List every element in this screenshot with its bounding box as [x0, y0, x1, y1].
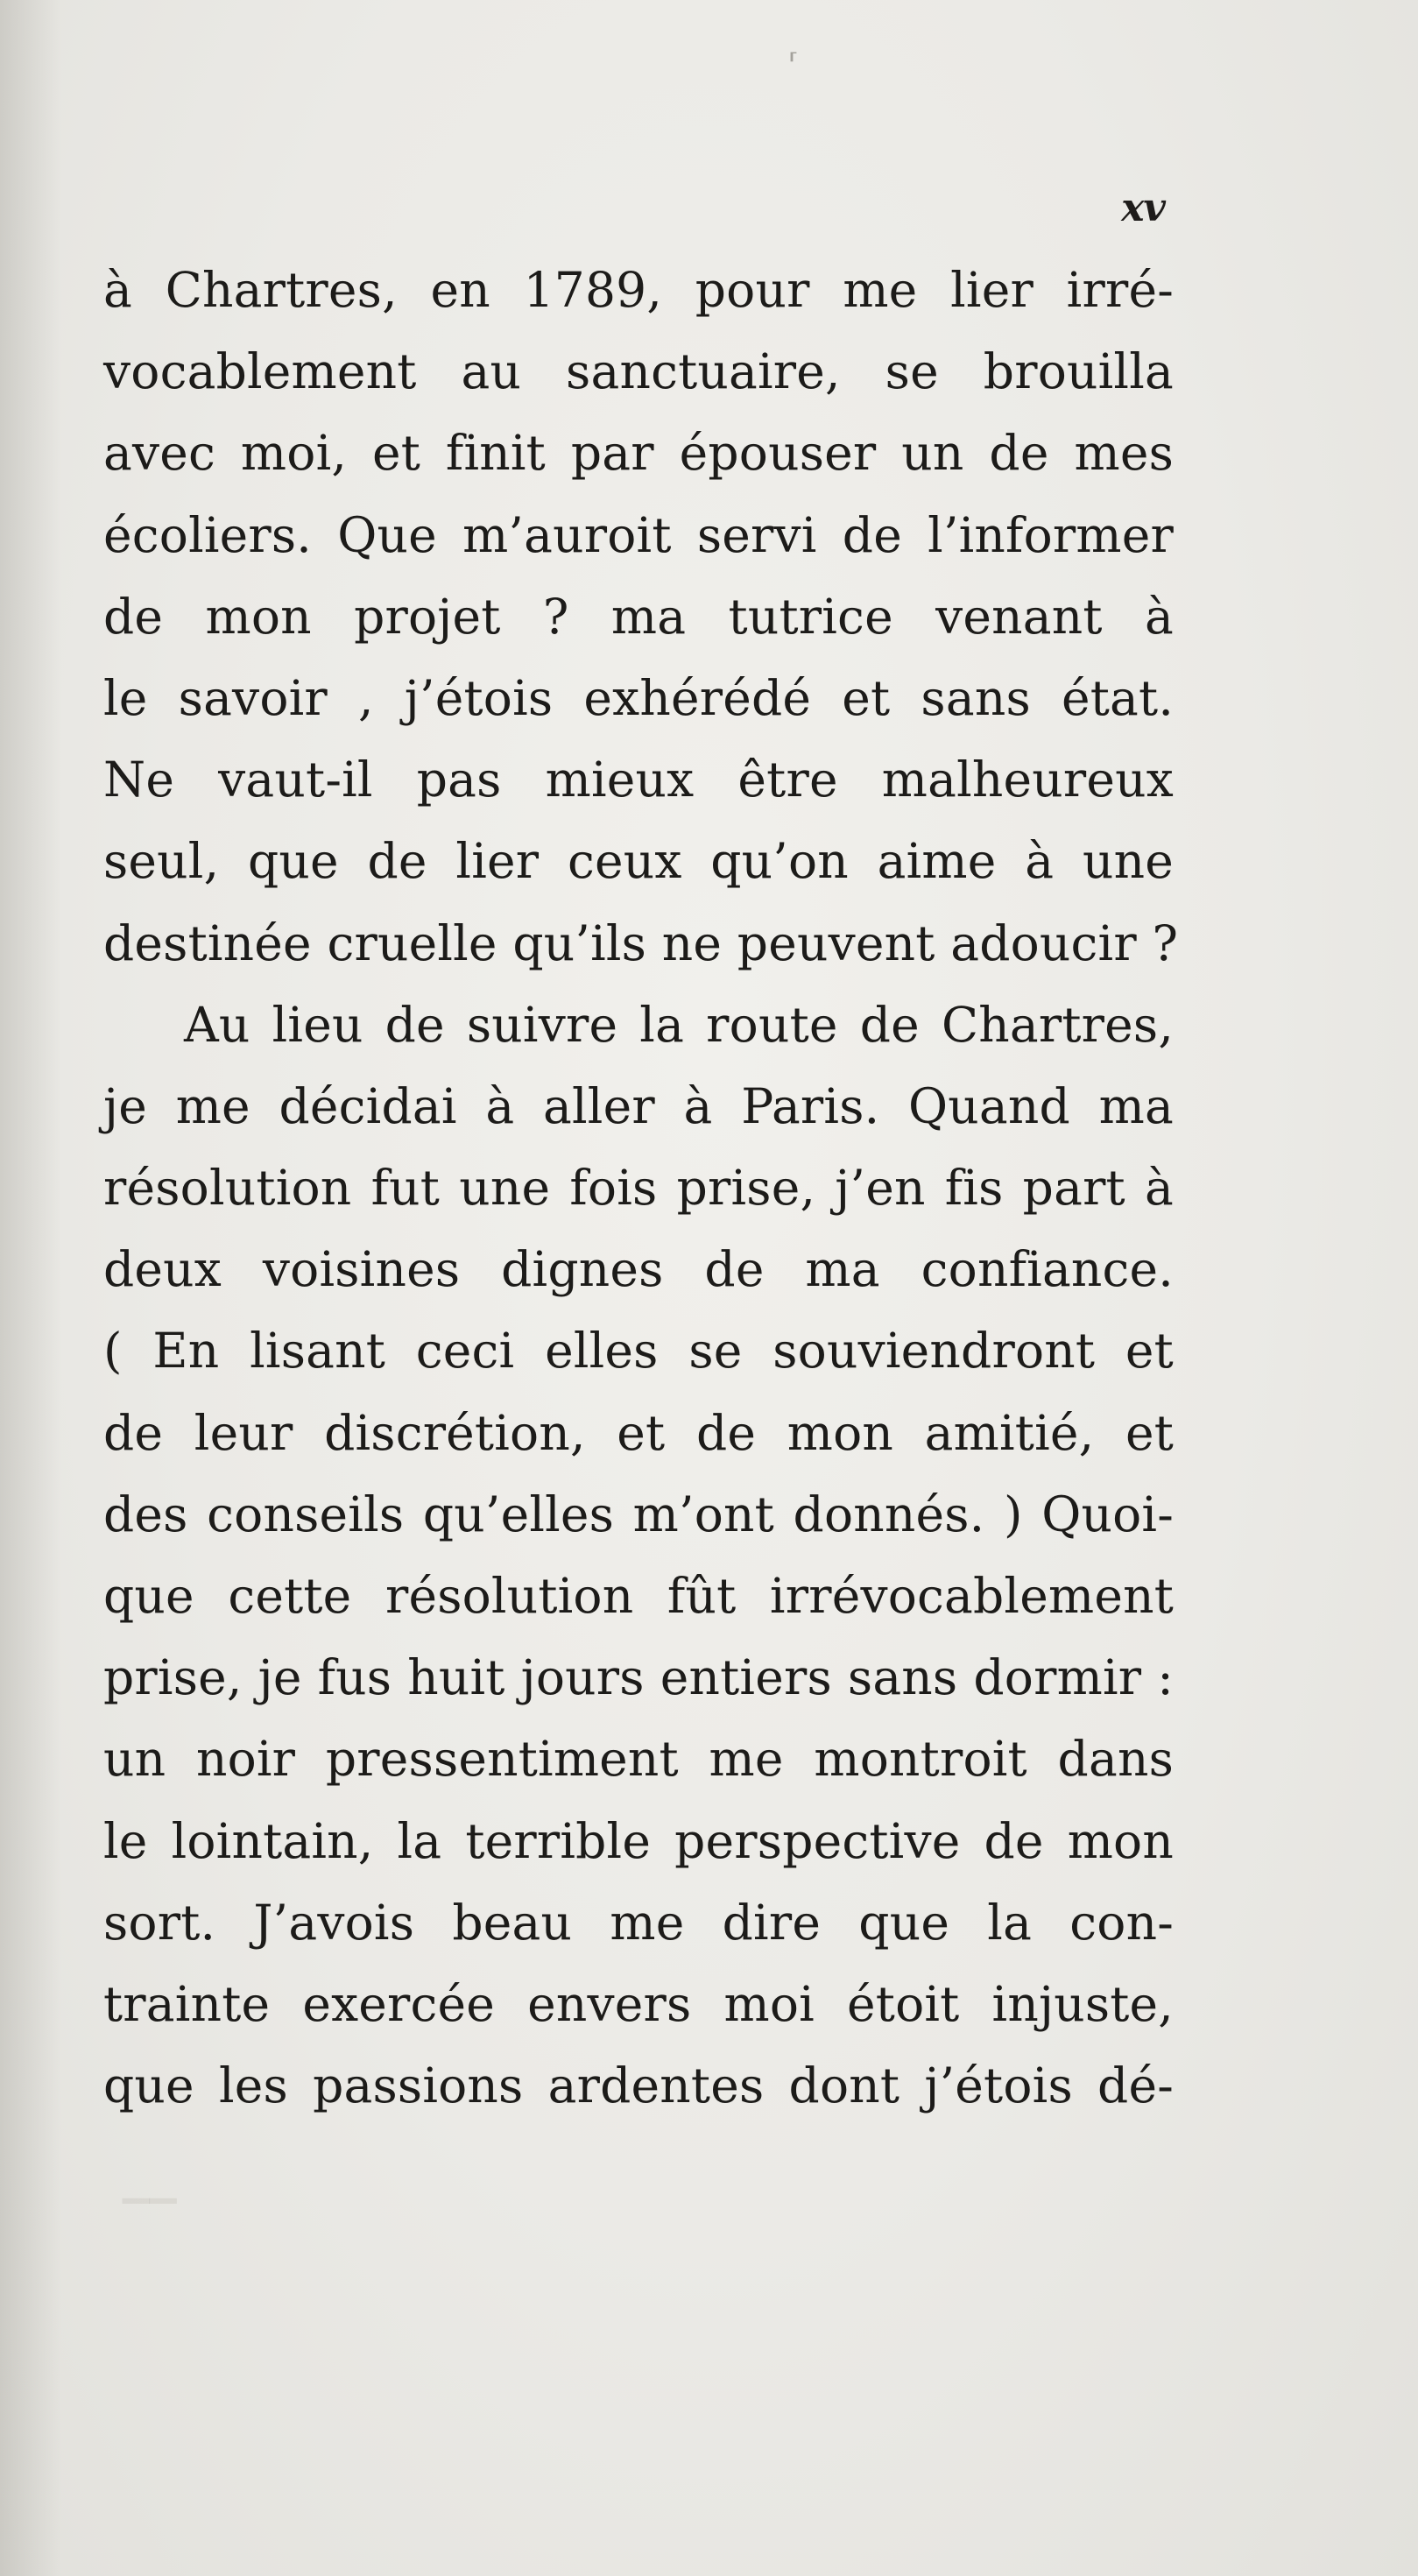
text-line: de mon projet ? ma tutrice venant à: [103, 588, 1174, 645]
text-line: le lointain, la terrible perspective de mon: [103, 1812, 1174, 1869]
text-line: que les passions ardentes dont j’étois dé-: [103, 2057, 1174, 2114]
text-line: seul, que de lier ceux qu’on aime à une: [103, 833, 1174, 890]
text-line: deux voisines dignes de ma confiance.: [103, 1241, 1174, 1298]
text-line: sort. J’avois beau me dire que la con-: [103, 1894, 1174, 1951]
text-line: avec moi, et finit par épouser un de mes: [103, 425, 1174, 482]
text-line: des conseils qu’elles m’ont donnés. ) Quoi-: [103, 1486, 1174, 1542]
gutter-shadow: [0, 0, 61, 2576]
text-line: un noir pressentiment me montroit dans: [103, 1731, 1174, 1788]
text-line: que cette résolution fût irrévocablement: [103, 1568, 1174, 1624]
text-line: le savoir , j’étois exhérédé et sans état.: [103, 669, 1174, 726]
text-line: destinée cruelle qu’ils ne peuvent adoucir ?: [103, 914, 1179, 971]
text-line: de leur discrétion, et de mon amitié, et: [103, 1404, 1174, 1461]
text-line: écoliers. Que m’auroit servi de l’informer: [103, 506, 1174, 563]
text-line: ( En lisant ceci elles se souviendront et: [103, 1323, 1174, 1380]
text-line: je me décidai à aller à Paris. Quand ma: [103, 1077, 1174, 1134]
text-line: Ne vaut-il pas mieux être malheureux: [103, 752, 1174, 808]
page-number: xv: [1121, 186, 1165, 230]
text-line: trainte exercée envers moi étoit injuste,: [103, 1975, 1174, 2032]
text-line: vocablement au sanctuaire, se brouilla: [103, 343, 1174, 400]
text-line: Au lieu de suivre la route de Chartres,: [184, 996, 1174, 1053]
text-line: à Chartres, en 1789, pour me lier irré-: [103, 262, 1174, 318]
text-line: prise, je fus huit jours entiers sans dormir :: [103, 1649, 1174, 1706]
paper-speck: ⸢: [788, 48, 799, 79]
text-line: résolution fut une fois prise, j’en fis part à: [103, 1160, 1174, 1217]
show-through-ghost: ▁▁: [123, 2163, 177, 2204]
body-text: [103, 250, 1179, 2127]
